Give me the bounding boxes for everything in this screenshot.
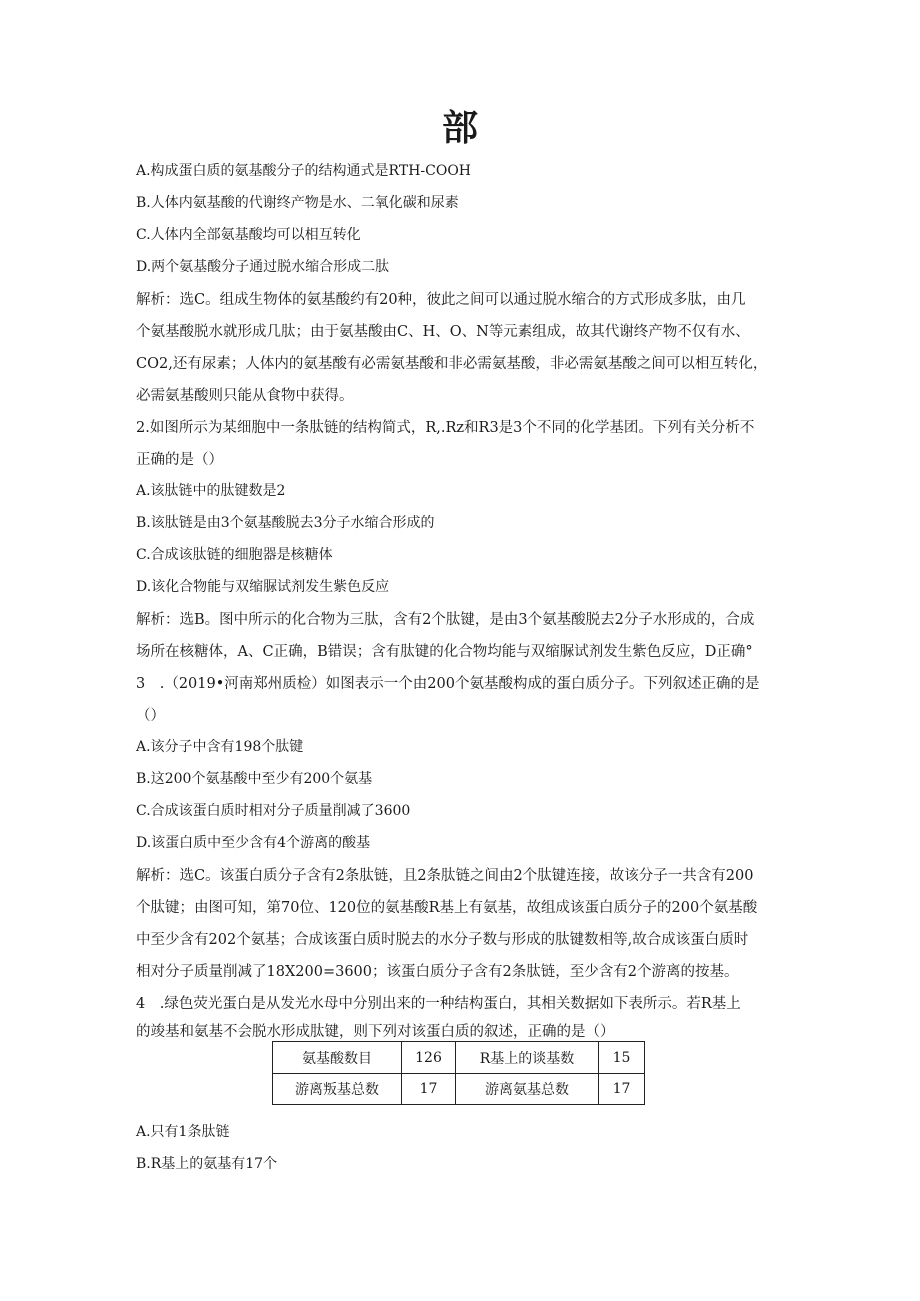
question-3-line-1: 3 .（2019•河南郑州质检）如图表示一个由200个氨基酸构成的蛋白质分子。下列叙述正确的是 bbox=[136, 676, 760, 692]
table-cell: 15 bbox=[599, 1042, 645, 1074]
option-1a: A.构成蛋白质的氨基酸分子的结构通式是RTH-COOH bbox=[136, 163, 472, 179]
explanation-1-line-2: 个氨基酸脱水就形成几肽；由于氨基酸由C、H、O、N等元素组成，故其代谢终产物不仅有水、 bbox=[136, 324, 750, 340]
option-1b: B.人体内氨基酸的代谢终产物是水、二氧化碳和尿素 bbox=[136, 195, 459, 211]
explanation-3-line-1: 解析：选C。该蛋白质分子含有2条肽链，且2条肽链之间由2个肽键连接，故该分子一共含有200 bbox=[136, 868, 754, 884]
explanation-1-line-1: 解析：选C。组成生物体的氨基酸约有20种，彼此之间可以通过脱水缩合的方式形成多肽，由几 bbox=[136, 292, 746, 308]
table-cell: 17 bbox=[402, 1074, 456, 1105]
table-cell: 126 bbox=[402, 1042, 456, 1074]
option-1d: D.两个氨基酸分子通过脱水缩合形成二肽 bbox=[136, 259, 390, 275]
question-4-line-1: 4 .绿色荧光蛋白是从发光水母中分别出来的一种结构蛋白，其相关数据如下表所示。若R基上 bbox=[136, 996, 741, 1012]
question-2-line-1: 2.如图所示为某细胞中一条肽链的结构简式，R,.Rz和R3是3个不同的化学基团。下列有关分析不 bbox=[136, 420, 755, 436]
table-cell: 氨基酸数目 bbox=[273, 1042, 402, 1074]
option-2c: C.合成该肽链的细胞器是核糖体 bbox=[136, 547, 333, 563]
explanation-3-line-3: 中至少含有202个氨基；合成该蛋白质时脱去的水分子数与形成的肽键数相等,故合成该蛋白质时 bbox=[136, 932, 749, 948]
table-cell: 游离氨基总数 bbox=[456, 1074, 599, 1105]
explanation-3-line-2: 个肽键；由图可知，第70位、120位的氨基酸R基上有氨基，故组成该蛋白质分子的200个氨基酸 bbox=[136, 900, 758, 916]
option-3b: B.这200个氨基酸中至少有200个氨基 bbox=[136, 771, 373, 787]
option-1c: C.人体内全部氨基酸均可以相互转化 bbox=[136, 227, 361, 243]
option-3c: C.合成该蛋白质时相对分子质量削减了3600 bbox=[136, 803, 411, 819]
option-2a: A.该肽链中的肽键数是2 bbox=[136, 483, 286, 499]
explanation-1-line-4: 必需氨基酸则只能从食物中获得。 bbox=[136, 388, 354, 404]
table-cell: R基上的谈基数 bbox=[456, 1042, 599, 1074]
explanation-1-line-3: CO2,还有尿素；人体内的氨基酸有必需氨基酸和非必需氨基酸，非必需氨基酸之间可以相互转化， bbox=[136, 356, 768, 372]
option-3a: A.该分子中含有198个肽键 bbox=[136, 739, 304, 755]
page-title: 部 bbox=[441, 107, 478, 149]
option-3d: D.该蛋白质中至少含有4个游离的酸基 bbox=[136, 835, 371, 851]
table-cell: 17 bbox=[599, 1074, 645, 1105]
question-2-line-2: 正确的是（） bbox=[136, 452, 223, 468]
option-2b: B.该肽链是由3个氨基酸脱去3分子水缩合形成的 bbox=[136, 515, 435, 531]
option-2d: D.该化合物能与双缩脲试剂发生紫色反应 bbox=[136, 579, 390, 595]
option-4b: B.R基上的氨基有17个 bbox=[136, 1156, 278, 1172]
table-row bbox=[273, 1042, 645, 1074]
option-4a: A.只有1条肽链 bbox=[136, 1124, 230, 1140]
question-3-line-2: （） bbox=[136, 708, 165, 724]
table-row bbox=[273, 1074, 645, 1105]
explanation-2-line-1: 解析：选B。图中所示的化合物为三肽，含有2个肽键，是由3个氨基酸脱去2分子水形成的，合成 bbox=[136, 612, 755, 628]
question-4-line-2: 的竣基和氨基不会脱水形成肽键，则下列对该蛋白质的叙述，正确的是（） bbox=[136, 1024, 615, 1040]
protein-data-table bbox=[272, 1041, 645, 1105]
explanation-3-line-4: 相对分子质量削减了18X200=3600；该蛋白质分子含有2条肽链，至少含有2个游离的按基。 bbox=[136, 964, 739, 980]
table-cell: 游离叛基总数 bbox=[273, 1074, 402, 1105]
explanation-2-line-2: 场所在核糖体，A、C正确，B错误；含有肽键的化合物均能与双缩脲试剂发生紫色反应，D正确° bbox=[136, 644, 753, 660]
